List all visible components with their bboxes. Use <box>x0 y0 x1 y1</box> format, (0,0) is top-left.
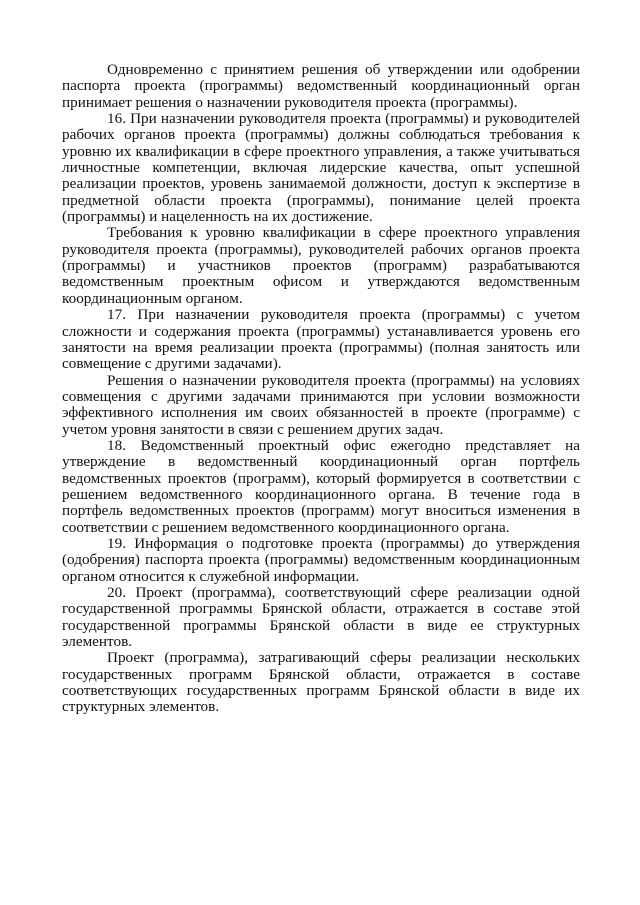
paragraph-combined-duties: Решения о назначении руководителя проекта (программы) на условиях совмещения с другими задачами принимаются при условии возможности эффективного исполнения им своих обязанностей в проекте (программе) с учетом уровня занятости в связи с решением других задач. <box>62 371 580 438</box>
paragraph-qualification-requirements: Требования к уровню квалификации в сфере проектного управления руководителя проекта (программы), руководителей рабочих органов проекта (программы) и участников проектов (программ) разрабатываются ведомственным проектным офисом и утверждаются ведомственным координационным органом. <box>62 224 580 307</box>
paragraph-19: 19. Информация о подготовке проекта (программы) до утверждения (одобрения) паспорта проекта (программы) ведомственным координационным органом относится к служебной информации. <box>62 534 580 585</box>
paragraph-20: 20. Проект (программа), соответствующий сфере реализации одной государственной программы Брянской области, отражается в составе этой государственной программы Брянской области в виде ее структурных элементов. <box>62 584 580 651</box>
paragraph-18: 18. Ведомственный проектный офис ежегодно представляет на утверждение в ведомственный координационный орган портфель ведомственных проектов (программ), который формируется в соответствии с решением ведомственного координационного органа. В течение года в портфель ведомственных проектов (программ) могут вноситься изменения в соответствии с решением ведомственного координационного органа. <box>62 436 580 536</box>
document-body <box>62 62 580 716</box>
paragraph-multiple-programs: Проект (программа), затрагивающий сферы реализации нескольких государственных программ Брянской области, отражается в составе соответствующих государственных программ Брянской области в виде их структурных элементов. <box>62 649 580 716</box>
paragraph-passport-decision: Одновременно с принятием решения об утверждении или одобрении паспорта проекта (программы) ведомственный координационный орган принимает решения о назначении руководителя проекта (программы). <box>62 61 580 111</box>
paragraph-16: 16. При назначении руководителя проекта (программы) и руководителей рабочих органов проекта (программы) должны соблюдаться требования к уровню их квалификации в сфере проектного управления, а также учитываться личностные компетенции, включая лидерские качества, опыт успешной реализации проектов, уровень занимаемой должности, доступ к экспертизе в предметной области проекта (программы), понимание целей проекта (программы) и нацеленность на их достижение. <box>62 110 580 226</box>
paragraph-17: 17. При назначении руководителя проекта (программы) с учетом сложности и содержания проекта (программы) устанавливается уровень его занятости на время реализации проекта (программы) (полная занятость или совмещение с другими задачами). <box>62 306 580 373</box>
